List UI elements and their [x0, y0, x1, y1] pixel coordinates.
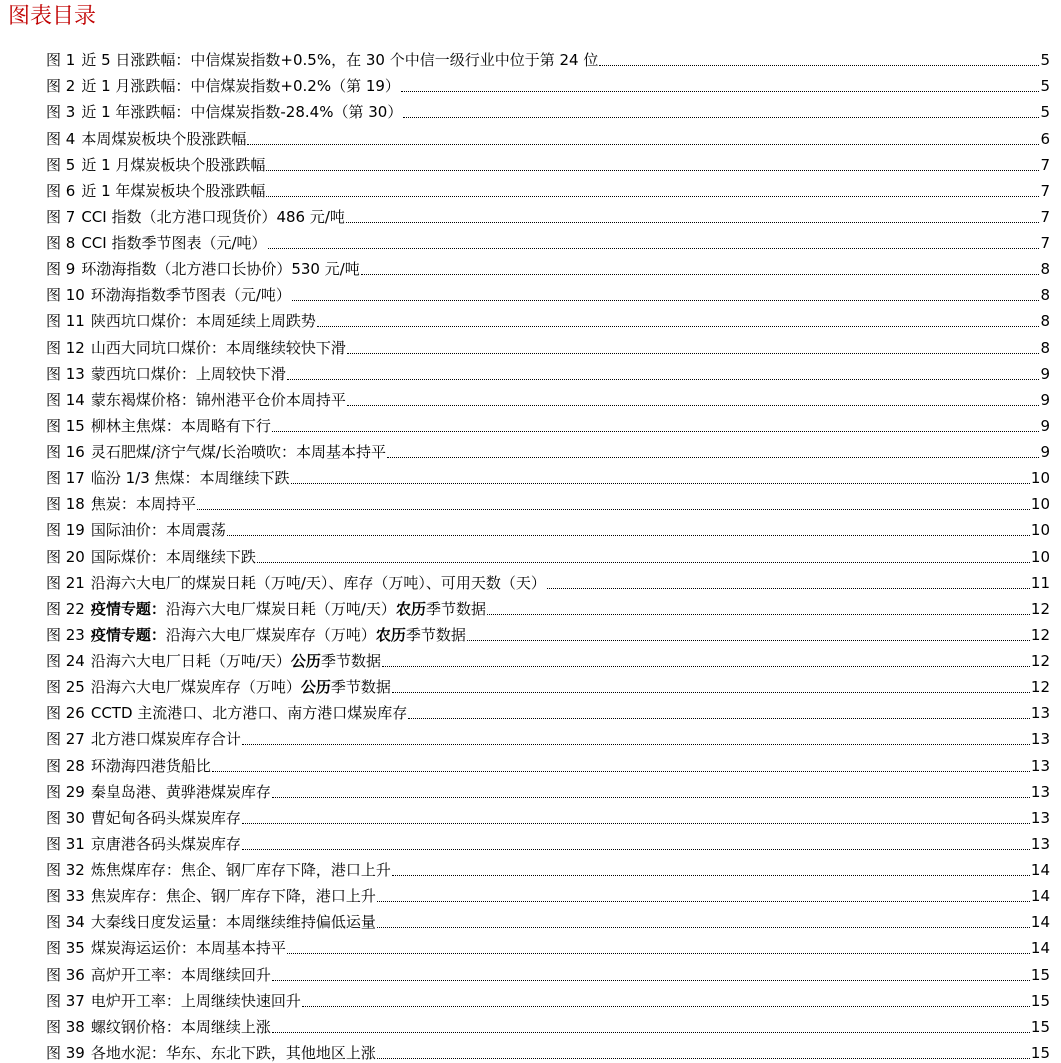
toc-entry-text[interactable]: [46, 912, 376, 932]
toc-entry-caption: 近 1 月涨跌幅：中信煤炭指数+0.2%（第 19）: [81, 77, 400, 96]
toc-entry[interactable]: [46, 567, 1050, 593]
toc-entry-caption: 环渤海指数（北方港口长协价）530 元/吨: [81, 260, 360, 279]
toc-page-number[interactable]: 5: [1040, 77, 1050, 96]
toc-entry-caption: 陕西坑口煤价：本周延续上周跌势: [90, 312, 316, 331]
toc-entry-number: 图 37: [46, 991, 85, 1010]
toc-dot-leader: [287, 375, 1040, 380]
toc-entry-text[interactable]: [46, 703, 407, 723]
toc-entry-caption: 沿海六大电厂煤炭库存（万吨）: [165, 625, 376, 644]
toc-dot-leader: [272, 427, 1040, 432]
toc-entry-number: 图 34: [46, 913, 85, 932]
toc-entry-number: 图 35: [46, 939, 85, 958]
toc-entry[interactable]: [46, 1011, 1050, 1037]
toc-dot-leader: [361, 270, 1040, 275]
toc-dot-leader: [408, 714, 1030, 719]
toc-entry-caption: 高炉开工率：本周继续回升: [90, 965, 271, 984]
toc-page-number[interactable]: 5: [1040, 51, 1050, 70]
toc-entry-caption: 焦炭库存：焦企、钢厂库存下降，港口上升: [90, 887, 376, 906]
toc-entry-text[interactable]: [46, 729, 241, 749]
toc-entry-number: 图 11: [46, 312, 85, 331]
toc-page-number[interactable]: 12: [1030, 625, 1050, 644]
toc-entry-text[interactable]: [46, 860, 391, 880]
toc-entry-text[interactable]: [46, 520, 226, 540]
toc-page-number[interactable]: 14: [1030, 861, 1050, 879]
toc-entry-emphasis: 农历: [375, 625, 406, 644]
toc-page-number[interactable]: 13: [1030, 756, 1050, 775]
toc-entry-text[interactable]: [46, 886, 376, 906]
toc-page-number[interactable]: 10: [1030, 495, 1050, 514]
toc-entry-number: 图 31: [46, 834, 85, 853]
toc-entry-number: 图 25: [46, 678, 85, 697]
toc-dot-leader: [242, 819, 1030, 824]
toc-entry-caption: 蒙西坑口煤价：上周较快下滑: [90, 364, 286, 383]
toc-dot-leader: [347, 349, 1040, 354]
toc-entry[interactable]: [46, 175, 1050, 201]
toc-entry-number: 图 6: [46, 181, 76, 200]
toc-entry-caption: 近 1 月煤炭板块个股涨跌幅: [81, 155, 266, 174]
toc-entry-number: 图 27: [46, 730, 85, 749]
toc-entry-text[interactable]: [46, 547, 256, 567]
toc-entry-caption: 环渤海指数季节图表（元/吨）: [90, 286, 291, 305]
toc-dot-leader: [197, 505, 1030, 510]
toc-dot-leader: [487, 610, 1030, 615]
toc-dot-leader: [272, 976, 1030, 981]
toc-page-number[interactable]: 13: [1030, 730, 1050, 749]
toc-dot-leader: [266, 166, 1039, 171]
toc-dot-leader: [272, 793, 1030, 798]
toc-page-number[interactable]: 15: [1030, 1043, 1050, 1062]
toc-page-number[interactable]: 7: [1040, 207, 1050, 226]
toc-entry-caption: 各地水泥：华东、东北下跌，其他地区上涨: [90, 1043, 376, 1062]
toc-page-number[interactable]: 13: [1030, 834, 1050, 853]
toc-entry[interactable]: [46, 932, 1050, 958]
toc-entry[interactable]: [46, 70, 1050, 96]
toc-entry-caption: 蒙东褐煤价格：锦州港平仓价本周持平: [90, 390, 346, 409]
toc-entry-text[interactable]: [46, 782, 271, 802]
toc-entry-number: 图 16: [46, 443, 85, 461]
toc-entry[interactable]: [46, 723, 1050, 749]
toc-entry-text[interactable]: [46, 965, 271, 985]
toc-entry-text[interactable]: [46, 207, 345, 227]
toc-entry-text[interactable]: [46, 233, 267, 253]
toc-page-number[interactable]: 8: [1040, 312, 1050, 331]
toc-entry-caption: 本周煤炭板块个股涨跌幅: [81, 129, 247, 148]
toc-entry[interactable]: [46, 619, 1050, 645]
toc-page-number[interactable]: 13: [1030, 704, 1050, 723]
toc-dot-leader: [287, 949, 1030, 954]
toc-entry-text[interactable]: [46, 1017, 271, 1037]
toc-page-number[interactable]: 9: [1040, 364, 1050, 383]
toc-entry-emphasis: 公历: [300, 678, 331, 697]
toc-entry-number: 图 30: [46, 808, 85, 827]
toc-entry-number: 图 29: [46, 782, 85, 801]
toc-entry-number: 图 33: [46, 887, 85, 906]
toc-entry[interactable]: [46, 671, 1050, 697]
toc-page-number[interactable]: 5: [1040, 103, 1050, 122]
toc-page-number[interactable]: 8: [1040, 260, 1050, 279]
toc-entry-text[interactable]: [46, 338, 346, 358]
toc-entry-text[interactable]: [46, 834, 241, 854]
toc-entry-caption: 煤炭海运运价：本周基本持平: [90, 939, 286, 958]
toc-entry[interactable]: [46, 384, 1050, 410]
toc-entry[interactable]: [46, 253, 1050, 279]
toc-entry-number: 图 20: [46, 547, 85, 566]
toc-page-number[interactable]: 9: [1040, 390, 1050, 409]
toc-dot-leader: [291, 479, 1030, 484]
toc-page-number[interactable]: 15: [1030, 991, 1050, 1010]
toc-entry-caption: 沿海六大电厂的煤炭日耗（万吨/天）、库存（万吨）、可用天数（天）: [90, 573, 546, 592]
toc-entry[interactable]: [46, 776, 1050, 802]
toc-entry[interactable]: [46, 488, 1050, 514]
toc-entry-caption: 电炉开工率：上周继续快速回升: [90, 991, 301, 1010]
toc-entry[interactable]: [46, 593, 1050, 619]
toc-entry[interactable]: [46, 462, 1050, 488]
toc-entry-number: 图 15: [46, 416, 85, 435]
toc-dot-leader: [292, 296, 1040, 301]
toc-page-number[interactable]: 7: [1040, 234, 1050, 252]
toc-entry-emphasis: 疫情专题：: [90, 625, 166, 644]
toc-entry-caption: 秦皇岛港、黄骅港煤炭库存: [90, 782, 271, 801]
toc-list: [46, 44, 1050, 1063]
toc-entry-caption: CCI 指数（北方港口现货价）486 元/吨: [81, 207, 345, 226]
toc-dot-leader: [346, 218, 1040, 223]
toc-entry-text[interactable]: [46, 285, 291, 305]
toc-entry-text[interactable]: [46, 181, 265, 201]
toc-entry-number: 图 23: [46, 625, 85, 644]
toc-dot-leader: [401, 87, 1040, 92]
toc-entry-number: 图 24: [46, 652, 85, 670]
toc-page-number[interactable]: 9: [1040, 443, 1050, 461]
toc-entry-text[interactable]: [46, 494, 196, 514]
toc-dot-leader: [266, 192, 1039, 197]
toc-dot-leader: [317, 322, 1040, 327]
toc-entry-number: 图 8: [46, 234, 76, 252]
toc-entry-caption: 北方港口煤炭库存合计: [90, 730, 241, 749]
toc-dot-leader: [382, 662, 1030, 667]
toc-entry-caption: 季节数据: [405, 625, 466, 644]
toc-entry-number: 图 3: [46, 103, 76, 122]
toc-entry-caption: 京唐港各码头煤炭库存: [90, 834, 241, 853]
toc-dot-leader: [242, 740, 1030, 745]
toc-entry-number: 图 14: [46, 390, 85, 409]
toc-page-number[interactable]: 15: [1030, 965, 1050, 984]
toc-entry-caption: 临汾 1/3 焦煤：本周继续下跌: [90, 469, 290, 488]
toc-entry-number: 图 12: [46, 338, 85, 357]
toc-entry-caption: 季节数据: [320, 652, 381, 670]
toc-entry-text[interactable]: [46, 50, 598, 70]
toc-entry-text[interactable]: [46, 129, 246, 149]
toc-entry[interactable]: [46, 540, 1050, 566]
toc-entry-text[interactable]: [46, 390, 346, 410]
toc-entry-number: 图 9: [46, 260, 76, 279]
toc-entry-number: 图 39: [46, 1043, 85, 1062]
toc-entry[interactable]: [46, 514, 1050, 540]
toc-entry-text[interactable]: [46, 155, 265, 175]
toc-entry[interactable]: [46, 44, 1050, 70]
toc-entry-caption: 曹妃甸各码头煤炭库存: [90, 808, 241, 827]
toc-dot-leader: [377, 897, 1030, 902]
toc-dot-leader: [302, 1002, 1030, 1007]
toc-page-number[interactable]: 12: [1030, 678, 1050, 697]
toc-entry-number: 图 19: [46, 521, 85, 540]
toc-page-number[interactable]: 12: [1030, 652, 1050, 670]
toc-entry-text[interactable]: [46, 416, 271, 436]
toc-dot-leader: [392, 871, 1030, 876]
toc-entry-text[interactable]: [46, 76, 400, 96]
toc-entry-caption: 近 1 年涨跌幅：中信煤炭指数-28.4%（第 30）: [81, 103, 403, 122]
toc-entry-caption: 近 1 年煤炭板块个股涨跌幅: [81, 181, 266, 200]
toc-entry-number: 图 2: [46, 77, 76, 96]
toc-entry-caption: 沿海六大电厂煤炭日耗（万吨/天）: [165, 599, 396, 618]
toc-page-number[interactable]: 14: [1030, 939, 1050, 958]
toc-entry-text[interactable]: [46, 756, 211, 776]
toc-page-number[interactable]: 6: [1040, 129, 1050, 148]
toc-dot-leader: [403, 113, 1039, 118]
toc-dot-leader: [227, 531, 1030, 536]
toc-page-number[interactable]: 13: [1030, 808, 1050, 827]
toc-dot-leader: [377, 1054, 1030, 1059]
toc-page-number[interactable]: 14: [1030, 913, 1050, 932]
toc-entry[interactable]: [46, 436, 1050, 462]
toc-entry[interactable]: [46, 96, 1050, 122]
toc-dot-leader: [268, 244, 1040, 249]
toc-entry-text[interactable]: [46, 938, 286, 958]
toc-page-number[interactable]: 10: [1030, 469, 1050, 488]
toc-entry[interactable]: [46, 958, 1050, 984]
toc-entry-number: 图 1: [46, 51, 76, 70]
toc-page-number[interactable]: 9: [1040, 416, 1050, 435]
toc-entry-text[interactable]: [46, 625, 466, 645]
toc-dot-leader: [467, 636, 1030, 641]
toc-entry[interactable]: [46, 227, 1050, 253]
toc-entry-caption: 环渤海四港货船比: [90, 756, 211, 775]
toc-entry-number: 图 4: [46, 129, 76, 148]
toc-entry-text[interactable]: [46, 102, 402, 122]
toc-entry-caption: 季节数据: [425, 599, 486, 618]
toc-dot-leader: [257, 558, 1030, 563]
toc-entry[interactable]: [46, 645, 1050, 671]
toc-entry-emphasis: 疫情专题：: [90, 599, 166, 618]
toc-entry-text[interactable]: [46, 573, 546, 593]
toc-entry-number: 图 17: [46, 469, 85, 488]
toc-page-number[interactable]: 7: [1040, 155, 1050, 174]
toc-dot-leader: [377, 923, 1030, 928]
toc-entry-number: 图 26: [46, 704, 85, 723]
toc-entry-text[interactable]: [46, 991, 301, 1011]
toc-page-number[interactable]: 14: [1030, 887, 1050, 906]
toc-entry-caption: 大秦线日度发运量：本周继续维持偏低运量: [90, 913, 376, 932]
toc-dot-leader: [547, 584, 1030, 589]
toc-entry[interactable]: [46, 985, 1050, 1011]
toc-entry-text[interactable]: [46, 808, 241, 828]
toc-entry[interactable]: [46, 906, 1050, 932]
toc-title: 图表目录: [8, 4, 97, 29]
toc-entry-caption: 炼焦煤库存：焦企、钢厂库存下降，港口上升: [90, 861, 391, 879]
toc-entry-text[interactable]: [46, 311, 316, 331]
toc-entry-number: 图 36: [46, 965, 85, 984]
toc-entry-number: 图 13: [46, 364, 85, 383]
toc-entry-number: 图 38: [46, 1017, 85, 1036]
toc-entry[interactable]: [46, 358, 1050, 384]
toc-entry-number: 图 18: [46, 495, 85, 514]
toc-entry-text[interactable]: [46, 599, 486, 619]
toc-entry-number: 图 10: [46, 286, 85, 305]
toc-entry-caption: 近 5 日涨跌幅：中信煤炭指数+0.5%，在 30 个中信一级行业中位于第 24 位: [81, 51, 599, 70]
toc-entry[interactable]: [46, 749, 1050, 775]
toc-entry-text[interactable]: [46, 1043, 376, 1063]
toc-page-number[interactable]: 11: [1030, 573, 1050, 592]
toc-entry-text[interactable]: [46, 364, 286, 384]
toc-entry-caption: 国际油价：本周震荡: [90, 521, 226, 540]
toc-dot-leader: [212, 767, 1030, 772]
toc-page-number[interactable]: 13: [1030, 782, 1050, 801]
toc-entry-text[interactable]: [46, 442, 386, 462]
toc-entry[interactable]: [46, 880, 1050, 906]
toc-entry[interactable]: [46, 305, 1050, 331]
toc-entry-caption: 柳林主焦煤：本周略有下行: [90, 416, 271, 435]
toc-dot-leader: [347, 401, 1040, 406]
toc-entry[interactable]: [46, 122, 1050, 148]
toc-dot-leader: [599, 61, 1039, 66]
toc-entry[interactable]: [46, 410, 1050, 436]
toc-entry[interactable]: [46, 854, 1050, 880]
toc-entry-caption: 季节数据: [330, 678, 391, 697]
toc-entry-caption: 沿海六大电厂日耗（万吨/天）: [90, 652, 291, 670]
toc-entry[interactable]: [46, 802, 1050, 828]
toc-page-number[interactable]: 15: [1030, 1017, 1050, 1036]
toc-entry-text[interactable]: [46, 651, 381, 671]
toc-entry-caption: 山西大同坑口煤价：本周继续较快下滑: [90, 338, 346, 357]
toc-dot-leader: [392, 688, 1030, 693]
toc-entry-emphasis: 公历: [290, 652, 321, 670]
toc-entry-emphasis: 农历: [395, 599, 426, 618]
toc-entry-number: 图 22: [46, 599, 85, 618]
toc-entry[interactable]: [46, 279, 1050, 305]
toc-page-number[interactable]: 10: [1030, 521, 1050, 540]
toc-entry-caption: CCI 指数季节图表（元/吨）: [81, 234, 267, 252]
toc-entry-number: 图 32: [46, 861, 85, 879]
toc-entry[interactable]: [46, 828, 1050, 854]
toc-entry-text[interactable]: [46, 468, 290, 488]
toc-dot-leader: [242, 845, 1030, 850]
toc-entry-text[interactable]: [46, 677, 391, 697]
toc-entry-caption: 焦炭：本周持平: [90, 495, 196, 514]
toc-page-number[interactable]: 8: [1040, 286, 1050, 305]
toc-dot-leader: [387, 453, 1039, 458]
toc-entry[interactable]: [46, 331, 1050, 357]
toc-entry-number: 图 21: [46, 573, 85, 592]
toc-page-number[interactable]: 10: [1030, 547, 1050, 566]
toc-entry-caption: 灵石肥煤/济宁气煤/长治喷吹：本周基本持平: [90, 443, 386, 461]
toc-entry[interactable]: [46, 697, 1050, 723]
toc-dot-leader: [272, 1028, 1030, 1033]
toc-entry-caption: 国际煤价：本周继续下跌: [90, 547, 256, 566]
toc-entry-caption: 螺纹钢价格：本周继续上涨: [90, 1017, 271, 1036]
toc-entry-number: 图 7: [46, 207, 76, 226]
toc-entry-caption: 沿海六大电厂煤炭库存（万吨）: [90, 678, 301, 697]
toc-entry-number: 图 5: [46, 155, 76, 174]
toc-page-number[interactable]: 7: [1040, 181, 1050, 200]
toc-page-number[interactable]: 12: [1030, 599, 1050, 618]
toc-dot-leader: [247, 140, 1039, 145]
toc-entry[interactable]: [46, 149, 1050, 175]
toc-entry-text[interactable]: [46, 259, 360, 279]
toc-entry[interactable]: [46, 201, 1050, 227]
toc-entry-number: 图 28: [46, 756, 85, 775]
toc-page-number[interactable]: 8: [1040, 338, 1050, 357]
toc-entry-caption: CCTD 主流港口、北方港口、南方港口煤炭库存: [90, 704, 408, 723]
